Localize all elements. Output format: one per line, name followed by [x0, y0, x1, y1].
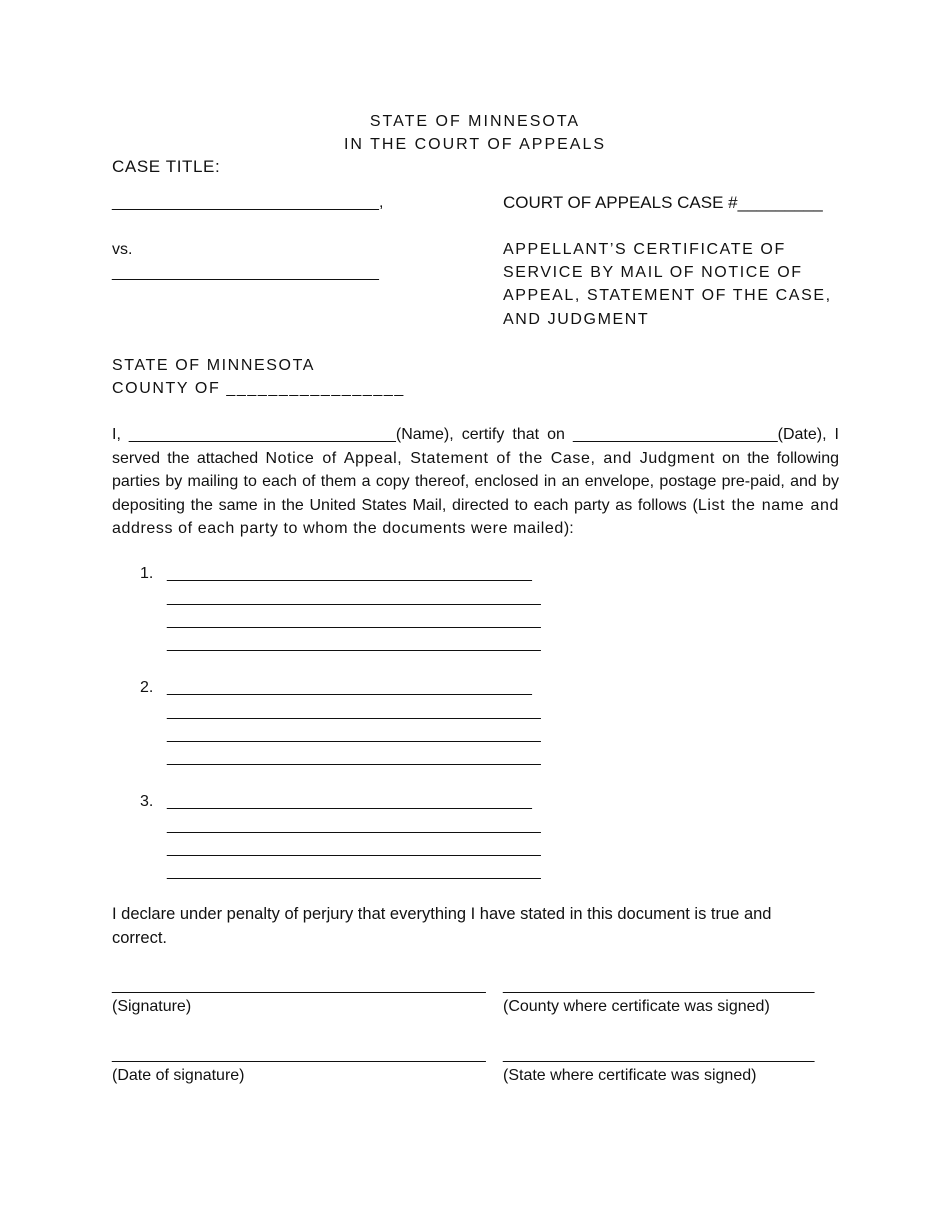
- certification-text: I, ______________________________(Name), certify that on _______________________(Date), I served the attached: [112, 426, 839, 467]
- signature-date-line: __________________________________________: [112, 1046, 486, 1063]
- header-court: IN THE COURT OF APPEALS: [343, 136, 607, 153]
- declaration-line: correct.: [112, 929, 168, 947]
- party-number: 3.: [140, 793, 154, 810]
- state-signed-line: ___________________________________: [503, 1046, 815, 1063]
- venue-state: STATE OF MINNESOTA: [112, 357, 316, 374]
- header-state: STATE OF MINNESOTA: [369, 113, 581, 130]
- case-title-label: CASE TITLE:: [112, 157, 221, 176]
- certification-text: on the following parties by mailing to each of them a copy thereof, enclosed in an envelope, postage pre-paid, and by depositing the same in the United States Mail, directed to each party as follows (: [112, 449, 839, 514]
- case-number-label: COURT OF APPEALS CASE #_________: [503, 193, 823, 212]
- party-number: 2.: [140, 679, 154, 696]
- party-number: 1.: [140, 565, 154, 582]
- list-instruction: List the name and address of each party to whom the documents were mailed: [112, 496, 839, 537]
- document-title-line: SERVICE BY MAIL OF NOTICE OF: [503, 264, 803, 281]
- county-signed-line: ___________________________________: [503, 977, 815, 994]
- party-line: __________________________________________: [167, 726, 541, 743]
- signature-label: (Signature): [112, 998, 192, 1015]
- signature-date-label: (Date of signature): [112, 1067, 245, 1084]
- party-line: __________________________________________: [167, 863, 541, 880]
- state-signed-label: (State where certificate was signed): [503, 1067, 757, 1084]
- party-line: __________________________________________: [167, 749, 541, 766]
- declaration-line: I declare under penalty of perjury that everything I have stated in this document is true and: [112, 905, 772, 923]
- party-line: __________________________________________: [167, 840, 541, 857]
- party-line: __________________________________________: [167, 612, 541, 629]
- certification-paragraph: [112, 423, 839, 541]
- document-title-line: APPELLANT’S CERTIFICATE OF: [503, 241, 786, 258]
- party-line: __________________________________________: [167, 589, 541, 606]
- party-line: _________________________________________: [167, 793, 532, 810]
- party-line: _________________________________________: [167, 679, 532, 696]
- party-line: __________________________________________: [167, 817, 541, 834]
- vs-label: vs.: [112, 241, 133, 258]
- document-title-line: APPEAL, STATEMENT OF THE CASE,: [503, 287, 832, 304]
- county-signed-label: (County where certificate was signed): [503, 998, 770, 1015]
- documents-served: Notice of Appeal, Statement of the Case, and Judgment: [265, 449, 715, 467]
- party1-line: ______________________________,: [112, 194, 384, 211]
- party-line: __________________________________________: [167, 635, 541, 652]
- document-title-line: AND JUDGMENT: [503, 311, 650, 328]
- signature-line: __________________________________________: [112, 977, 486, 994]
- certification-text: ):: [563, 520, 574, 537]
- party-line: _________________________________________: [167, 565, 532, 582]
- party2-line: ______________________________: [112, 264, 379, 281]
- venue-county: COUNTY OF _________________: [112, 380, 405, 397]
- party-line: __________________________________________: [167, 703, 541, 720]
